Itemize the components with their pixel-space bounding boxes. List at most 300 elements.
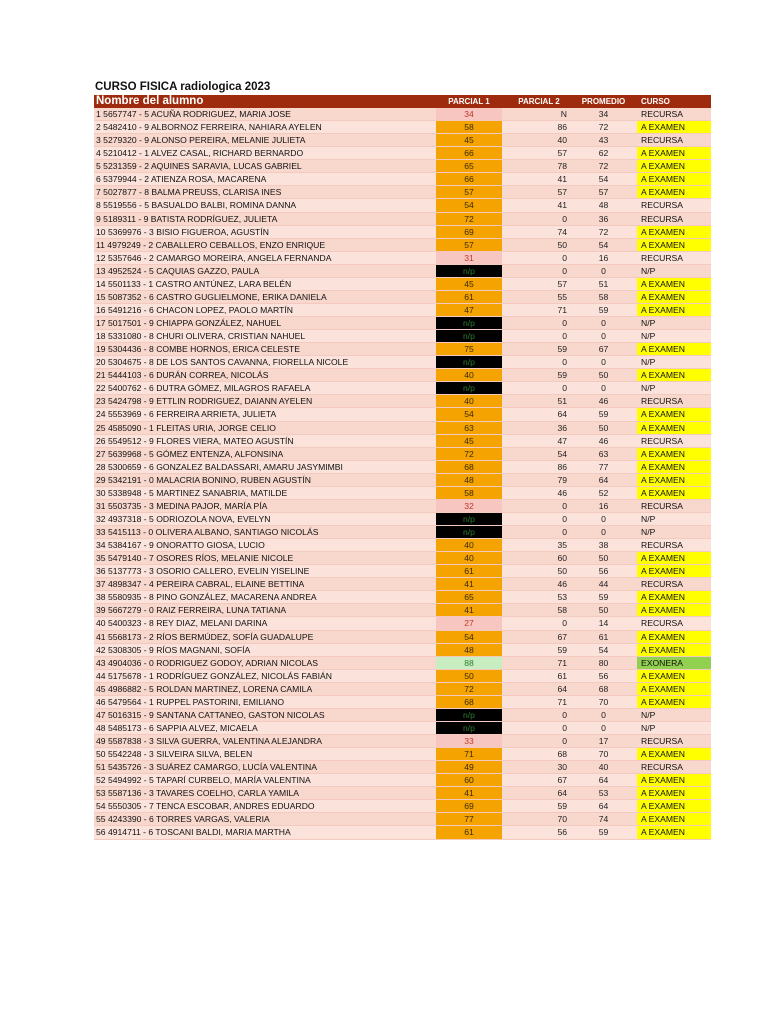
curso-status: A EXAMEN [637, 683, 711, 695]
parcial-1-score: 58 [436, 121, 502, 133]
curso-status: RECURSA [641, 252, 684, 263]
promedio-score: 50 [598, 605, 609, 616]
table-row [94, 239, 711, 252]
promedio-score: 0 [601, 318, 606, 328]
promedio-score: 40 [598, 762, 609, 773]
promedio-score: 64 [598, 801, 609, 812]
parcial-1-score: 40 [436, 395, 502, 407]
promedio-score: 48 [598, 200, 609, 211]
promedio-score: 68 [598, 683, 609, 694]
parcial-1-score: 40 [436, 369, 502, 381]
parcial-1-score: n/p [436, 382, 502, 394]
promedio-score: 16 [598, 500, 609, 511]
parcial-1-score: n/p [436, 526, 502, 538]
student-name: 25 4585090 - 1 FLEITAS URIA, JORGE CELIO [96, 422, 276, 433]
student-name: 3 5279320 - 9 ALONSO PEREIRA, MELANIE JULIETA [96, 135, 306, 146]
table-row [94, 735, 711, 748]
parcial-2-score: 41 [557, 200, 567, 211]
table-row [94, 343, 711, 356]
promedio-score: 58 [598, 291, 609, 302]
parcial-2-score: 0 [562, 722, 567, 733]
parcial-2-score: 0 [562, 500, 567, 511]
curso-status: A EXAMEN [637, 552, 711, 564]
student-name: 54 5550305 - 7 TENCA ESCOBAR, ANDRES EDUARDO [96, 801, 315, 812]
table-row [94, 186, 711, 199]
promedio-score: 80 [598, 657, 609, 668]
promedio-score: 0 [601, 357, 606, 368]
curso-status: RECURSA [641, 435, 684, 446]
parcial-1-score: 54 [436, 631, 502, 643]
parcial-1-score: 69 [436, 800, 502, 812]
promedio-score: 72 [598, 122, 609, 133]
promedio-score: 0 [601, 513, 606, 524]
student-name: 37 4898347 - 4 PEREIRA CABRAL, ELAINE BETTINA [96, 579, 305, 590]
parcial-2-score: 56 [557, 827, 567, 838]
student-name: 4 5210412 - 1 ALVEZ CASAL, RICHARD BERNARDO [96, 148, 304, 159]
promedio-score: 0 [601, 331, 606, 342]
parcial-1-score: 61 [436, 565, 502, 577]
curso-status: A EXAMEN [637, 787, 711, 799]
parcial-1-score: 58 [436, 487, 502, 499]
student-name: 18 5331080 - 8 CHURI OLIVERA, CRISTIAN NAHUEL [96, 331, 306, 342]
parcial-2-score: 46 [557, 579, 567, 590]
promedio-score: 17 [598, 736, 609, 746]
promedio-score: 14 [598, 618, 609, 629]
table-row [94, 474, 711, 487]
student-name: 50 5542248 - 3 SILVEIRA SILVA, BELEN [96, 749, 253, 760]
curso-status: A EXAMEN [637, 604, 711, 616]
parcial-1-score: 48 [436, 474, 502, 486]
table-row [94, 787, 711, 800]
header-parcial-2: PARCIAL 2 [518, 97, 560, 106]
parcial-2-score: 57 [557, 148, 567, 159]
curso-status: A EXAMEN [637, 448, 711, 460]
table-row [94, 160, 711, 173]
table-row [94, 121, 711, 134]
parcial-1-score: n/p [436, 513, 502, 525]
parcial-1-score: 68 [436, 696, 502, 708]
parcial-2-score: 64 [557, 409, 567, 420]
promedio-score: 50 [598, 370, 609, 381]
parcial-2-score: 51 [557, 396, 567, 407]
curso-status: RECURSA [641, 618, 684, 629]
parcial-1-score: 66 [436, 173, 502, 185]
parcial-1-score: 66 [436, 147, 502, 159]
parcial-2-score: 0 [562, 513, 567, 524]
student-name: 11 4979249 - 2 CABALLERO CEBALLOS, ENZO ENRIQUE [96, 239, 326, 250]
student-name: 36 5137773 - 3 OSORIO CALLERO, EVELIN YISELINE [96, 566, 310, 577]
curso-status: N/P [641, 357, 656, 368]
parcial-1-score: n/p [436, 330, 502, 342]
curso-status: RECURSA [641, 135, 684, 146]
promedio-score: 0 [601, 383, 606, 394]
student-name: 2 5482410 - 9 ALBORNOZ FERREIRA, NAHIARA AYELEN [96, 122, 322, 133]
parcial-2-score: 0 [562, 318, 567, 328]
table-row [94, 435, 711, 448]
promedio-score: 59 [598, 827, 609, 838]
student-name: 21 5444103 - 6 DURÁN CORREA, NICOLÁS [96, 370, 269, 381]
curso-status: N/P [641, 527, 656, 537]
parcial-2-score: 0 [562, 383, 567, 394]
curso-status: A EXAMEN [637, 631, 711, 643]
student-name: 42 5308305 - 9 RÍOS MAGNANI, SOFÍA [96, 644, 251, 655]
curso-status: A EXAMEN [637, 239, 711, 251]
parcial-1-score: 40 [436, 539, 502, 551]
promedio-score: 64 [598, 474, 609, 485]
parcial-1-score: 45 [436, 134, 502, 146]
promedio-score: 62 [598, 148, 609, 159]
student-name: 39 5667279 - 0 RAIZ FERREIRA, LUNA TATIANA [96, 605, 287, 616]
student-name: 45 4986882 - 5 ROLDAN MARTINEZ, LORENA CAMILA [96, 683, 313, 694]
student-name: 47 5016315 - 9 SANTANA CATTANEO, GASTON NICOLAS [96, 709, 325, 720]
parcial-1-score: 57 [436, 186, 502, 198]
parcial-1-score: 33 [436, 735, 502, 747]
table-row [94, 213, 711, 226]
curso-status: N/P [641, 265, 656, 276]
promedio-score: 64 [598, 775, 609, 786]
promedio-score: 51 [598, 278, 609, 289]
table-row [94, 317, 711, 330]
table-row [94, 487, 711, 500]
parcial-1-score: 41 [436, 578, 502, 590]
curso-status: A EXAMEN [637, 226, 711, 238]
curso-status: RECURSA [641, 200, 684, 211]
promedio-score: 59 [598, 409, 609, 420]
promedio-score: 72 [598, 161, 609, 172]
student-name: 5 5231359 - 2 AQUINES SARAVIA, LUCAS GABRIEL [96, 161, 302, 172]
parcial-2-score: 30 [557, 762, 567, 773]
curso-status: RECURSA [641, 762, 684, 773]
student-name: 53 5587136 - 3 TAVARES COELHO, CARLA YAMILA [96, 788, 300, 799]
student-name: 44 5175678 - 1 RODRÍGUEZ GONZÁLEZ, NICOLÁS FABIÁN [96, 670, 332, 681]
promedio-score: 54 [598, 239, 609, 250]
curso-status: A EXAMEN [637, 696, 711, 708]
table-row [94, 761, 711, 774]
curso-status: N/P [641, 331, 656, 342]
table-row [94, 108, 711, 121]
promedio-score: 46 [598, 396, 609, 407]
table-row [94, 539, 711, 552]
parcial-2-score: 64 [557, 788, 567, 799]
curso-status: A EXAMEN [637, 121, 711, 133]
student-name: 55 4243390 - 6 TORRES VARGAS, VALERIA [96, 814, 270, 825]
parcial-2-score: 67 [557, 631, 567, 642]
curso-status: RECURSA [641, 109, 684, 119]
parcial-2-score: 59 [557, 370, 567, 381]
promedio-score: 44 [598, 579, 609, 590]
student-name: 16 5491216 - 6 CHACON LOPEZ, PAOLO MARTÍN [96, 304, 293, 315]
grades-sheet [94, 80, 711, 840]
table-row [94, 670, 711, 683]
parcial-1-score: 61 [436, 291, 502, 303]
header-curso: CURSO [641, 97, 670, 106]
parcial-1-score: 45 [436, 278, 502, 290]
promedio-score: 63 [598, 448, 609, 459]
promedio-score: 16 [598, 252, 609, 263]
parcial-2-score: 40 [557, 135, 567, 146]
table-row [94, 291, 711, 304]
student-name: 28 5300659 - 6 GONZALEZ BALDASSARI, AMARU JASYMIMBI [96, 461, 343, 472]
parcial-1-score: 34 [436, 108, 502, 120]
parcial-1-score: 77 [436, 813, 502, 825]
curso-status: A EXAMEN [637, 278, 711, 290]
parcial-2-score: 74 [557, 226, 567, 237]
curso-status: N/P [641, 709, 656, 720]
student-name: 15 5087352 - 6 CASTRO GUGLIELMONE, ERIKA DANIELA [96, 291, 327, 302]
parcial-1-score: 50 [436, 670, 502, 682]
promedio-score: 59 [598, 304, 609, 315]
table-row [94, 134, 711, 147]
parcial-2-score: 78 [557, 161, 567, 172]
table-row [94, 147, 711, 160]
parcial-2-score: 55 [557, 291, 567, 302]
parcial-2-score: 86 [557, 122, 567, 133]
curso-status: RECURSA [641, 540, 684, 551]
parcial-1-score: 54 [436, 199, 502, 211]
parcial-2-score: 0 [562, 265, 567, 276]
promedio-score: 43 [598, 135, 609, 146]
parcial-1-score: 88 [436, 657, 502, 669]
table-row [94, 500, 711, 513]
student-name: 8 5519556 - 5 BASUALDO BALBI, ROMINA DANNA [96, 200, 297, 211]
student-name: 31 5503735 - 3 MEDINA PAJOR, MARÍA PÍA [96, 500, 268, 511]
parcial-1-score: 57 [436, 239, 502, 251]
promedio-score: 53 [598, 788, 609, 799]
student-name: 46 5479564 - 1 RUPPEL PASTORINI, EMILIANO [96, 696, 285, 707]
table-row [94, 644, 711, 657]
parcial-1-score: 75 [436, 343, 502, 355]
parcial-1-score: 72 [436, 213, 502, 225]
promedio-score: 70 [598, 696, 609, 707]
table-row [94, 395, 711, 408]
curso-status: A EXAMEN [637, 813, 711, 825]
table-row [94, 513, 711, 526]
curso-status: A EXAMEN [637, 644, 711, 656]
curso-status: A EXAMEN [637, 565, 711, 577]
table-row [94, 722, 711, 735]
parcial-1-score: 69 [436, 226, 502, 238]
table-row [94, 226, 711, 239]
curso-status: A EXAMEN [637, 186, 711, 198]
parcial-2-score: 0 [562, 357, 567, 368]
parcial-1-score: 60 [436, 774, 502, 786]
promedio-score: 70 [598, 749, 609, 760]
table-row [94, 278, 711, 291]
curso-status: A EXAMEN [637, 487, 711, 499]
student-name: 30 5338948 - 5 MARTINEZ SANABRIA, MATILDE [96, 487, 288, 498]
parcial-2-score: 54 [557, 448, 567, 459]
curso-status: A EXAMEN [637, 422, 711, 434]
student-name: 1 5657747 - 5 ACUÑA RODRIGUEZ, MARIA JOSE [96, 109, 291, 119]
parcial-1-score: 27 [436, 617, 502, 629]
curso-status: A EXAMEN [637, 461, 711, 473]
parcial-1-score: 47 [436, 304, 502, 316]
table-row [94, 826, 711, 839]
parcial-1-score: n/p [436, 265, 502, 277]
parcial-2-score: 59 [557, 801, 567, 812]
parcial-2-score: 0 [562, 736, 567, 746]
table-row [94, 709, 711, 722]
parcial-2-score: 41 [557, 174, 567, 185]
table-row [94, 252, 711, 265]
student-name: 7 5027877 - 8 BALMA PREUSS, CLARISA INES [96, 187, 282, 198]
table-row [94, 422, 711, 435]
curso-status: A EXAMEN [637, 160, 711, 172]
promedio-score: 54 [598, 174, 609, 185]
parcial-1-score: n/p [436, 317, 502, 329]
curso-status: A EXAMEN [637, 173, 711, 185]
curso-status: A EXAMEN [637, 591, 711, 603]
parcial-1-score: 65 [436, 591, 502, 603]
student-name: 9 5189311 - 9 BATISTA RODRÍGUEZ, JULIETA [96, 213, 278, 224]
student-name: 35 5479140 - 7 OSORES RÍOS, MELANIE NICOLE [96, 553, 294, 564]
curso-status: N/P [641, 513, 656, 524]
curso-status: A EXAMEN [637, 291, 711, 303]
table-row [94, 774, 711, 787]
parcial-2-score: 50 [557, 239, 567, 250]
table-row [94, 369, 711, 382]
table-row [94, 356, 711, 369]
parcial-1-score: 54 [436, 408, 502, 420]
student-name: 41 5568173 - 2 RÍOS BERMÚDEZ, SOFÍA GUADALUPE [96, 631, 314, 642]
table-row [94, 408, 711, 421]
table-header [94, 95, 711, 108]
parcial-2-score: 50 [557, 566, 567, 577]
curso-status: EXONERA [637, 657, 711, 669]
parcial-2-score: 59 [557, 644, 567, 655]
table-row [94, 526, 711, 539]
student-name: 23 5424798 - 9 ETTLIN RODRIGUEZ, DAIANN AYELEN [96, 396, 313, 407]
curso-status: A EXAMEN [637, 800, 711, 812]
parcial-1-score: 41 [436, 604, 502, 616]
table-row [94, 552, 711, 565]
curso-status: N/P [641, 383, 656, 394]
curso-status: A EXAMEN [637, 826, 711, 838]
curso-status: A EXAMEN [637, 304, 711, 316]
student-name: 26 5549512 - 9 FLORES VIERA, MATEO AGUSTÍN [96, 435, 294, 446]
parcial-2-score: 71 [557, 696, 567, 707]
curso-status: RECURSA [641, 500, 684, 511]
parcial-1-score: n/p [436, 709, 502, 721]
student-name: 24 5553969 - 6 FERREIRA ARRIETA, JULIETA [96, 409, 277, 420]
promedio-score: 0 [601, 265, 606, 276]
table-row [94, 461, 711, 474]
student-name: 40 5400323 - 8 REY DIAZ, MELANI DARINA [96, 618, 268, 629]
student-name: 48 5485173 - 6 SAPPIA ALVEZ, MICAELA [96, 722, 258, 733]
promedio-score: 0 [601, 709, 606, 720]
parcial-2-score: N [560, 109, 567, 119]
promedio-score: 34 [598, 109, 609, 119]
parcial-1-score: 45 [436, 435, 502, 447]
parcial-2-score: 46 [557, 487, 567, 498]
table-row [94, 748, 711, 761]
table-body [94, 108, 711, 840]
promedio-score: 56 [598, 670, 609, 681]
promedio-score: 50 [598, 553, 609, 564]
curso-status: RECURSA [641, 213, 684, 224]
table-row [94, 448, 711, 461]
table-row [94, 617, 711, 630]
parcial-2-score: 64 [557, 683, 567, 694]
student-name: 6 5379944 - 2 ATIENZA ROSA, MACARENA [96, 174, 267, 185]
promedio-score: 72 [598, 226, 609, 237]
student-name: 13 4952524 - 5 CAQUIAS GAZZO, PAULA [96, 265, 260, 276]
student-name: 34 5384167 - 9 ONORATTO GIOSA, LUCIO [96, 540, 265, 551]
parcial-1-score: 68 [436, 461, 502, 473]
table-row [94, 696, 711, 709]
header-name: Nombre del alumno [96, 95, 204, 107]
promedio-score: 54 [598, 644, 609, 655]
header-promedio: PROMEDIO [581, 97, 626, 106]
promedio-score: 59 [598, 592, 609, 603]
parcial-2-score: 57 [557, 187, 567, 198]
parcial-2-score: 0 [562, 331, 567, 342]
parcial-2-score: 36 [557, 422, 567, 433]
promedio-score: 67 [598, 344, 609, 355]
parcial-1-score: 49 [436, 761, 502, 773]
parcial-2-score: 35 [557, 540, 567, 551]
parcial-2-score: 58 [557, 605, 567, 616]
parcial-2-score: 0 [562, 618, 567, 629]
promedio-score: 46 [598, 435, 609, 446]
parcial-1-score: 61 [436, 826, 502, 838]
curso-status: A EXAMEN [637, 774, 711, 786]
header-parcial-1: PARCIAL 1 [448, 97, 490, 106]
student-name: 51 5435726 - 3 SUÁREZ CAMARGO, LUCÍA VALENTINA [96, 762, 317, 773]
promedio-score: 38 [598, 540, 609, 551]
parcial-2-score: 57 [557, 278, 567, 289]
table-row [94, 631, 711, 644]
student-name: 52 5494992 - 5 TAPARÍ CURBELO, MARÍA VALENTINA [96, 775, 311, 786]
parcial-2-score: 0 [562, 252, 567, 263]
student-name: 12 5357646 - 2 CAMARGO MOREIRA, ANGELA FERNANDA [96, 252, 332, 263]
table-row [94, 382, 711, 395]
parcial-1-score: 71 [436, 748, 502, 760]
table-row [94, 265, 711, 278]
table-row [94, 604, 711, 617]
parcial-1-score: 72 [436, 683, 502, 695]
curso-status: N/P [641, 318, 656, 328]
curso-status: A EXAMEN [637, 408, 711, 420]
promedio-score: 50 [598, 422, 609, 433]
student-name: 29 5342191 - 0 MALACRIA BONINO, RUBEN AGUSTÍN [96, 474, 311, 485]
parcial-2-score: 0 [562, 709, 567, 720]
promedio-score: 57 [598, 187, 609, 198]
parcial-2-score: 70 [557, 814, 567, 825]
parcial-2-score: 0 [562, 213, 567, 224]
parcial-2-score: 71 [557, 304, 567, 315]
parcial-2-score: 61 [557, 670, 567, 681]
curso-status: A EXAMEN [637, 369, 711, 381]
table-row [94, 578, 711, 591]
promedio-score: 0 [601, 527, 606, 537]
student-name: 22 5400762 - 6 DUTRA GÓMEZ, MILAGROS RAFAELA [96, 383, 311, 394]
curso-status: RECURSA [641, 396, 684, 407]
curso-status: N/P [641, 722, 656, 733]
table-row [94, 173, 711, 186]
parcial-1-score: n/p [436, 356, 502, 368]
parcial-2-score: 79 [557, 474, 567, 485]
curso-status: A EXAMEN [637, 670, 711, 682]
parcial-1-score: 40 [436, 552, 502, 564]
promedio-score: 61 [598, 631, 609, 642]
parcial-2-score: 71 [557, 657, 567, 668]
promedio-score: 36 [598, 213, 609, 224]
promedio-score: 52 [598, 487, 609, 498]
curso-status: RECURSA [641, 579, 684, 590]
parcial-1-score: 63 [436, 422, 502, 434]
table-row [94, 813, 711, 826]
